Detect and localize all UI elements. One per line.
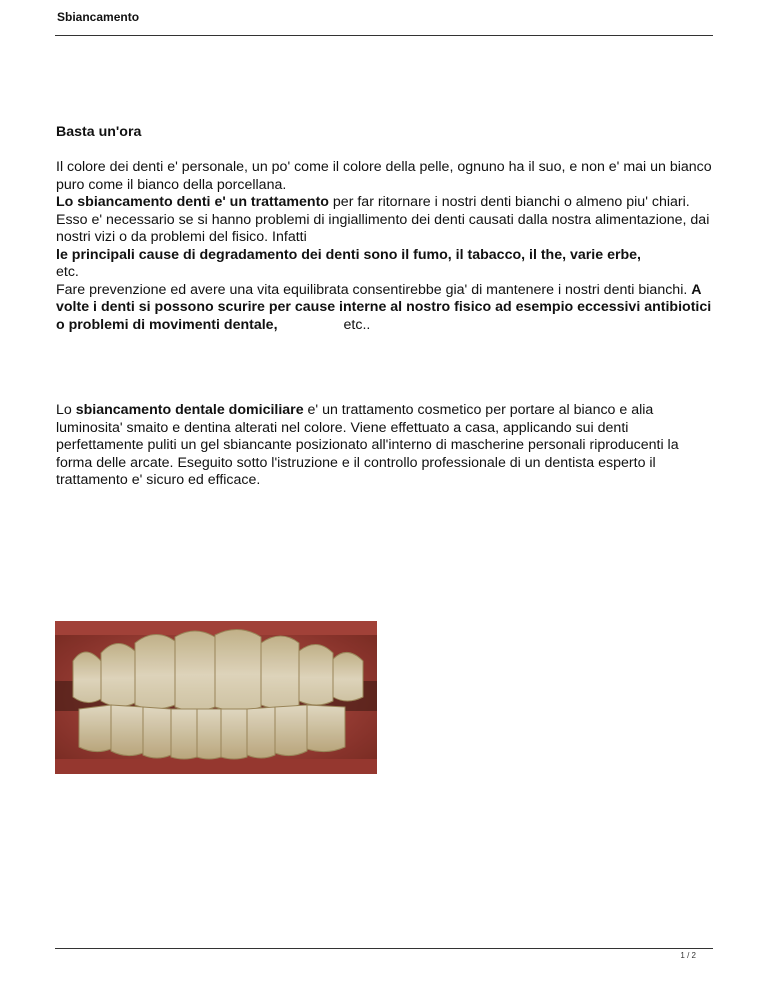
teeth-photo: [55, 621, 377, 774]
prevention-sentence: Fare prevenzione ed avere una vita equilibrata consentirebbe gia' di mantenere i nostri denti bianchi.: [56, 281, 692, 298]
footer-divider: [55, 948, 713, 949]
section-heading: Basta un'ora: [56, 124, 142, 140]
paragraph-intro: [56, 159, 716, 334]
degradation-causes-bold: le principali cause di degradamento dei denti sono il fumo, il tabacco, il the, varie erbe,: [56, 246, 641, 263]
intro-sentence: Il colore dei denti e' personale, un po' come il colore della pelle, ognuno ha il suo, e non e' mai un bianco puro come il bianco della porcellana.: [56, 159, 712, 193]
home-whitening-lead: Lo: [56, 402, 76, 418]
article-body: [56, 124, 716, 490]
page-number: 1 / 2: [680, 951, 696, 960]
page-header-title: Sbiancamento: [57, 10, 140, 24]
internal-causes-bold: A volte i denti si possono scurire per cause interne al nostro fisico ad esempio eccessivi antibiotici o problemi di movimenti dentale,: [56, 281, 712, 333]
treatment-definition-bold: Lo sbiancamento denti e' un trattamento: [56, 194, 329, 210]
teeth-photo-illustration: [55, 621, 377, 774]
internal-causes-etc: etc..: [343, 316, 371, 333]
paragraph-home-whitening: [56, 402, 716, 490]
home-whitening-description: e' un trattamento cosmetico per portare al bianco e alia luminosita' smaito e dentina alterati nel colore. Viene effettuato a casa, applicando sui denti perfettamente puliti un gel sbiancante posizionato all'interno di mascherine personali riproducenti la forma delle arcate. Eseguito sotto l'istruzione e il controllo professionale di un dentista esperto il trattamento e' sicuro ed efficace.: [56, 402, 679, 488]
home-whitening-bold: sbiancamento dentale domiciliare: [75, 402, 304, 418]
causes-etc: etc.: [56, 264, 79, 280]
treatment-description: per far ritornare i nostri denti bianchi o almeno piu' chiari. Esso e' necessario se si hanno problemi di ingiallimento dei denti causati dalla nostra alimentazione, dai nostri vizi o da problemi del fisico. Infatti: [56, 194, 710, 245]
header-divider: [55, 35, 713, 36]
